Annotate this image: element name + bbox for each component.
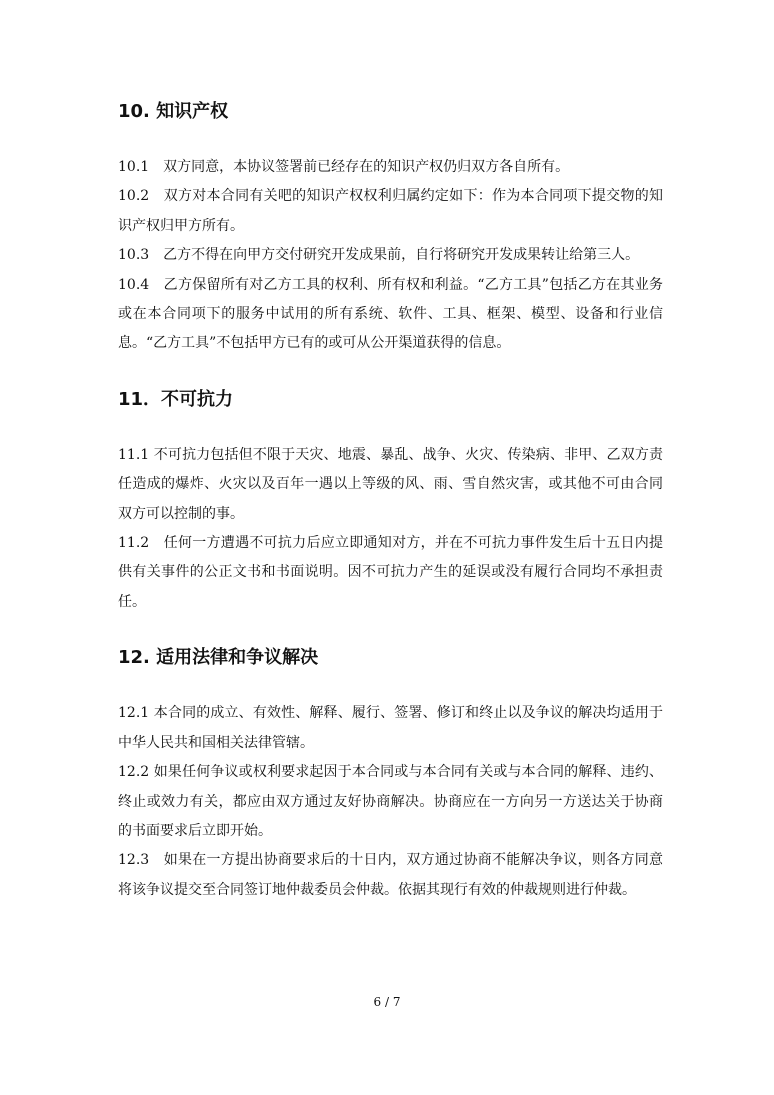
clause-11-2: 11.2 任何一方遭遇不可抗力后应立即通知对方，并在不可抗力事件发生后十五日内提供有关事件的公正文书和书面说明。因不可抗力产生的延误或没有履行合同均不承担责任。 (118, 535, 663, 610)
clause-10-3: 10.3 乙方不得在向甲方交付研究开发成果前，自行将研究开发成果转让给第三人。 (118, 247, 640, 264)
clause-10-4: 10.4 乙方保留所有对乙方工具的权利、所有权和利益。“乙方工具”包括乙方在其业务或在本合同项下的服务中试用的所有系统、软件、工具、框架、模型、设备和行业信息。“乙方工具”不包括甲方已有的或可从公开渠道获得的信息。 (118, 276, 663, 352)
document-body (118, 97, 663, 931)
section-heading: 12. 适用法律和争议解决 (118, 647, 319, 669)
clause-11-1: 11.1 不可抗力包括但不限于天灾、地震、暴乱、战争、火灾、传染病、非甲、乙双方责任造成的爆炸、火灾以及百年一遇以上等级的风、雨、雪自然灾害，或其他不可由合同双方可以控制的事。 (118, 446, 663, 522)
section-heading: 10. 知识产权 (118, 101, 229, 122)
section-governing-law (118, 643, 663, 905)
clause-12-2: 12.2 如果任何争议或权利要求起因于本合同或与本合同有关或与本合同的解释、违约、终止或效力有关，都应由双方通过友好协商解决。协商应在一方向另一方送达关于协商的书面要求后立即开始。 (118, 764, 663, 839)
section-intellectual-property (118, 97, 663, 359)
page-number: 6 / 7 (373, 995, 401, 1009)
clause-10-2: 10.2 双方对本合同有关吧的知识产权权利归属约定如下：作为本合同项下提交物的知识产权归甲方所有。 (118, 188, 663, 234)
section-force-majeure (118, 385, 663, 617)
clause-12-1: 12.1 本合同的成立、有效性、解释、履行、签署、修订和终止以及争议的解决均适用于中华人民共和国相关法律管辖。 (118, 705, 663, 751)
clause-10-1: 10.1 双方同意，本协议签署前已经存在的知识产权仍归双方各自所有。 (118, 159, 570, 175)
clause-12-3: 12.3 如果在一方提出协商要求后的十日内，双方通过协商不能解决争议，则各方同意将该争议提交至合同签订地仲裁委员会仲裁。依据其现行有效的仲裁规则进行仲裁。 (118, 852, 663, 898)
section-heading: 11．不可抗力 (118, 388, 234, 410)
